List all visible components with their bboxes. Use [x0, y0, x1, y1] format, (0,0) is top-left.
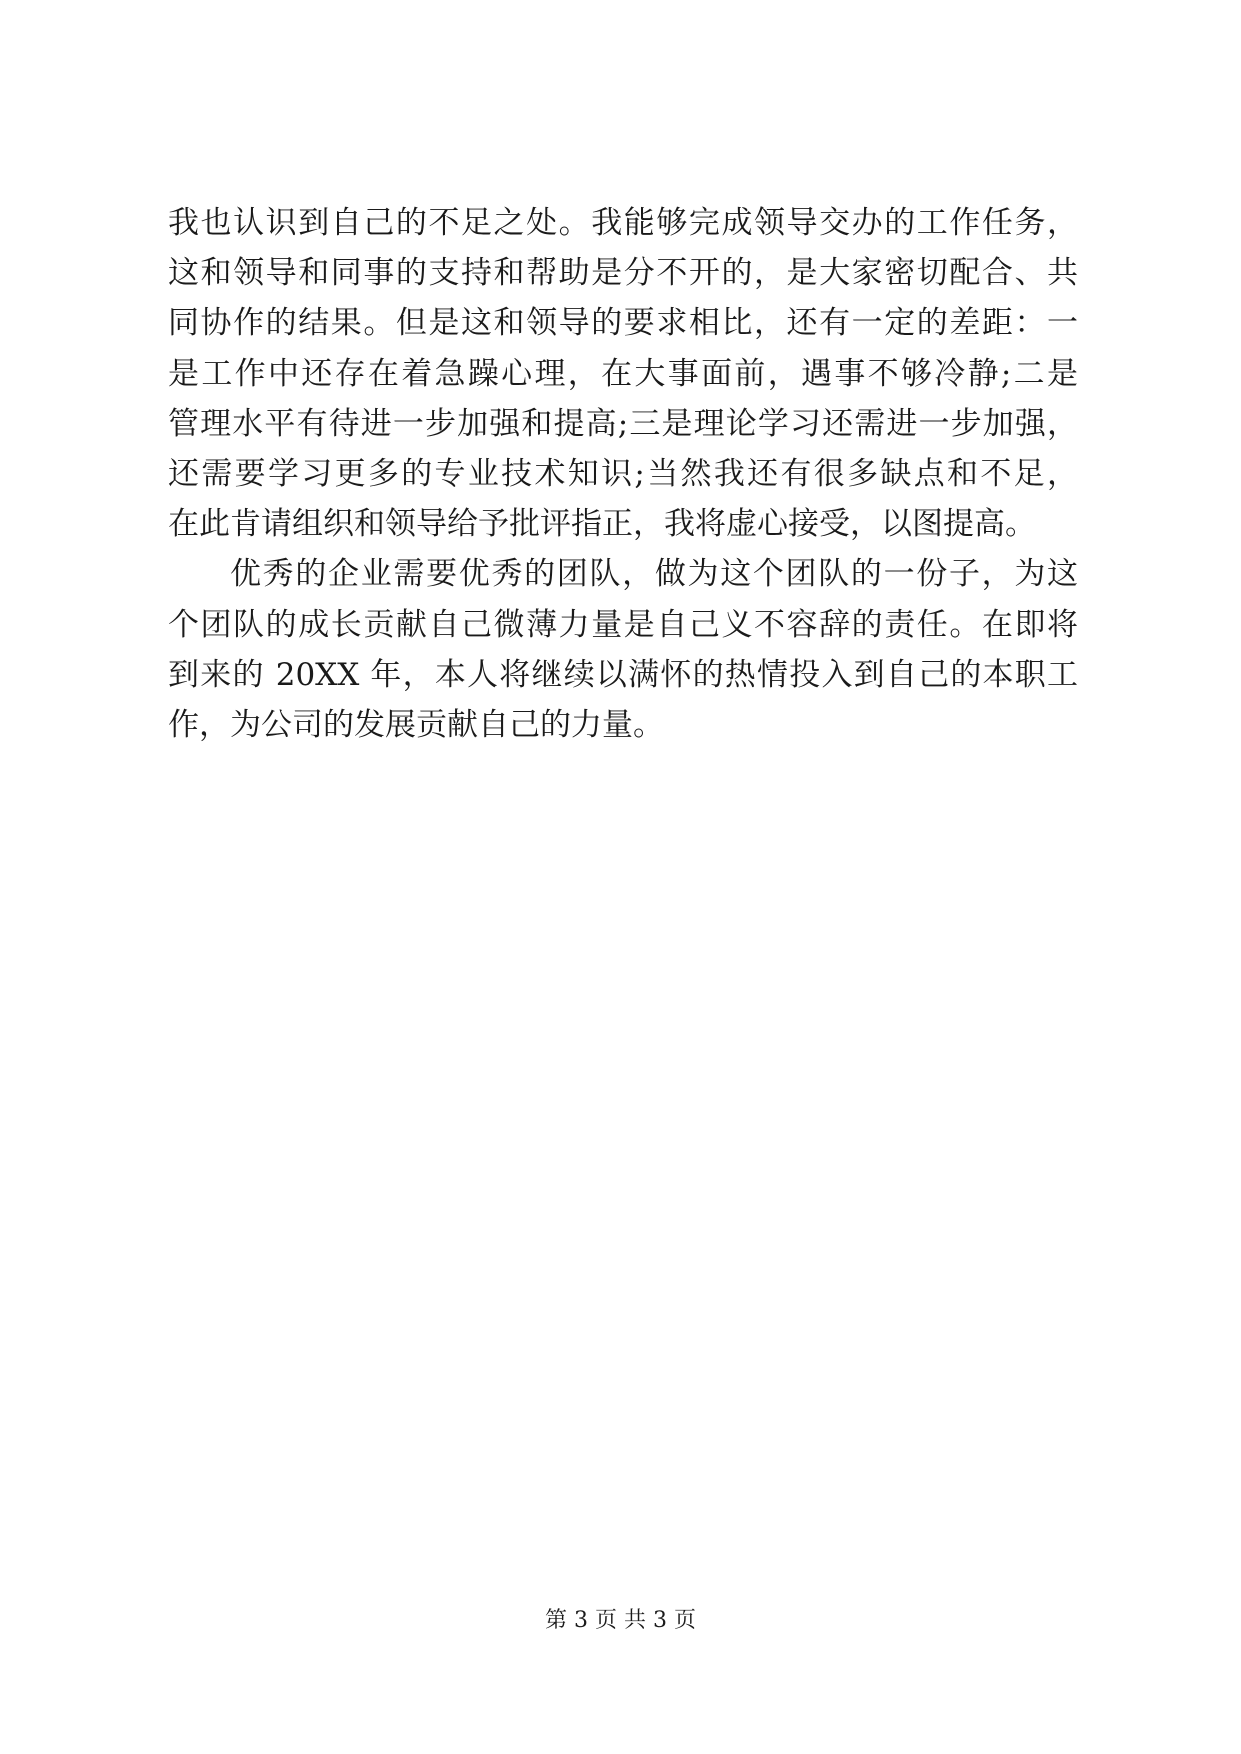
- text-line: 在此肯请组织和领导给予批评指正，我将虚心接受，以图提高。: [168, 506, 1036, 543]
- text-line: 个团队的成长贡献自己微薄力量是自己义不容辞的责任。在即将: [168, 606, 1078, 643]
- text-line: 是工作中还存在着急躁心理，在大事面前，遇事不够冷静;二是: [168, 355, 1078, 392]
- text-line: 我也认识到自己的不足之处。我能够完成领导交办的工作任务，: [168, 205, 1078, 241]
- text-line: 还需要学习更多的专业技术知识;当然我还有很多缺点和不足，: [168, 455, 1078, 492]
- text-line: 到来的 20XX 年，本人将继续以满怀的热情投入到自己的本职工: [168, 656, 1078, 693]
- page-number: 第 3 页 共 3 页: [545, 1608, 696, 1633]
- document-body: [168, 198, 1078, 750]
- paragraph-1: [168, 198, 1078, 549]
- page-footer: [0, 1606, 1241, 1636]
- text-line: 这和领导和同事的支持和帮助是分不开的，是大家密切配合、共: [168, 255, 1078, 292]
- paragraph-2: [168, 549, 1078, 750]
- text-line: 管理水平有待进一步加强和提高;三是理论学习还需进一步加强，: [168, 405, 1078, 442]
- text-line: 作，为公司的发展贡献自己的力量。: [168, 706, 664, 743]
- text-line: 同协作的结果。但是这和领导的要求相比，还有一定的差距：一: [168, 305, 1078, 342]
- text-line: 优秀的企业需要优秀的团队，做为这个团队的一份子，为这: [230, 556, 1078, 593]
